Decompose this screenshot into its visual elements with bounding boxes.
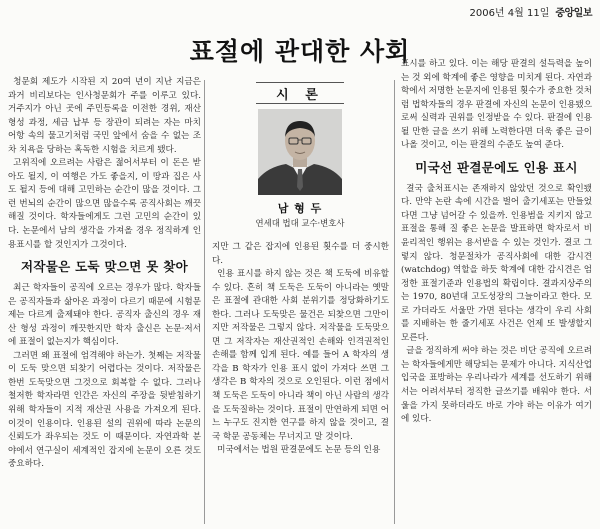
author-name: 남 형 두 (277, 202, 323, 215)
newspaper-name: 중앙일보 (555, 8, 592, 19)
label-rule-bottom (256, 103, 344, 104)
paragraph: 글을 정직하게 써야 하는 것은 비단 공직에 오르려는 학자들에게만 해당되는 문제가 아니다. 지식산업 입국을 표방하는 우리나라가 세계를 선도하기 위해서는 어려서부터 정직한 글쓰기를 배워야 한다. 서울을 가지 못하더라도 바로 가야 하는 이유가 여기에 있다. (401, 346, 592, 425)
paragraph: 그러면 왜 표절에 엄격해야 하는가. 첫째는 저작물이 도둑 맞으면 되찾기 어렵다는 것이다. 저작물은 한번 도둑맞으면 그것으로 회복할 수 없다. 그러나 철저한 학자라면 인간은 자신의 주장을 뒷받침하기 위해 학자들이 지적 재산권 사용을 가져오게 된다. 이것이 인용이다. 인용된 설의 권위에 따라 논문의 신뢰도가 좌우되는 것도 이 때문이다. 자연과학 분야에서 연구실이 세계적인 잡지에 논문이 오른 것도 중요하다. (8, 350, 201, 470)
column-divider (394, 80, 395, 524)
paragraph: 지만 그 같은 잡지에 인용된 횟수를 더 중시한다. (212, 242, 389, 266)
sub-heading: 미국선 판결문에도 인용 표시 (415, 159, 578, 175)
label-rule-top (256, 82, 344, 83)
paragraph: 결국 출처표시는 존재하지 않았던 것으로 확인됐다. 만약 논란 속에 시간을 벌어 출기세포는 만들었다면 그냥 넘어갈 수 있을까. 인용범을 지키지 않고 표절을 통해 질 좋은 논문을 발표하면 학자로서 비윤리적인 행위는 용서받을 수 있는 것인가. 결코 그렇지 않다. 청문절차가 공직사회에 대한 감시견(watchdog) 역할을 하듯 학계에 대한 감시견은 엄정한 표절기준과 인용법의 확립이다. 결과지상주의는 1970, 80년대 고도성장의 그늘이라고 한다. 모로 가더라도 서울만 가면 된다는 생각이 우리 사회를 지배하는 한 줄기세포 사건은 언제 또 발생할지 모른다. (401, 183, 592, 343)
dateline (469, 4, 592, 19)
publication-date: 2006년 4월 11일 (469, 8, 550, 19)
article-headline: 표절에 관대한 사회 (189, 37, 411, 66)
paragraph: 청문회 제도가 시작된 지 20여 년이 지난 지금은 과거 비리보다는 인사청문회가 주를 이루고 있다. 거주지가 아닌 곳에 주민등록을 이전한 경위, 재산 형성 과정, 세금 납부 등 장관이 되려는 자는 마치 어항 속의 물고기처럼 국민 앞에서 숨을 수 없는 조차 치욕을 당하는 혹독한 시험을 치르게 됐다. (8, 77, 201, 155)
article-column-1 (8, 76, 201, 526)
article-column-2 (212, 241, 389, 526)
author-title: 연세대 법대 교수·변호사 (255, 218, 345, 228)
author-photo (258, 109, 342, 195)
article-column-3 (401, 58, 592, 526)
paragraph: 표시를 하고 있다. 이는 해당 판결의 설득력을 높이는 것 외에 학계에 좋은 영향을 미치게 된다. 자연과학에서 저명한 논문지에 인용된 횟수가 중요한 것처럼 법학자들의 경우 판결에 자신의 논문이 인용됐으로써 실력과 권위를 인정받을 수 있다. 판결에 인용될 만한 글을 쓰기 위해 노력한다면 더욱 좋은 글이 나올 것이고, 이는 판결의 수준도 높여 준다. (401, 59, 592, 151)
sub-heading: 저작물은 도둑 맞으면 못 찾아 (20, 259, 189, 275)
paragraph: 인용 표시를 하지 않는 것은 책 도둑에 비유할 수 있다. 흔히 책 도둑은 도둑이 아니라는 옛말은 표절에 관대한 사회 분위기를 정당화하기도 한다. 그러나 도둑맞은 물건은 되찾으면 그만이지만 저작물은 그렇지 않다. 저작물을 도둑맞으면 그 저작자는 재산권적인 손해와 인격권적인 손해를 함께 입게 된다. 예를 들어 A 학자의 생각을 B 학자가 인용 표시 없이 가져다 쓰면 그 생각은 B 학자의 것으로 오인된다. 이런 점에서 책 도둑은 도둑이 아니라 책이 아닌 사람의 생각을 도둑질하는 것이다. 표절이 만연하게 되면 어느 누구도 진지한 연구를 하지 않을 것이고, 결국 학문 공동체는 무너지고 말 것이다. (212, 269, 389, 442)
column-divider (204, 80, 205, 524)
paragraph: 고위직에 오르려는 사람은 젊어서부터 이 돈은 받아도 될지, 이 여행은 가도 좋을지, 이 땅과 집은 사도 될지 등에 대해 고민하는 순간이 많을 것이다. 그런 번뇌의 순간이 많으면 많을수록 공직사회는 깨끗해질 것이다. 학자들에게도 그런 고민의 순간이 있다. 논문에서 남의 생각을 가져올 경우 정직하게 인용표시를 할 것인지가 그것이다. (8, 158, 201, 250)
paragraph: 미국에서는 법원 판결문에도 논문 등의 인용 (217, 445, 381, 456)
column-label: 시 론 (276, 88, 324, 103)
portrait-icon (258, 109, 342, 195)
paragraph: 최근 학자들이 공직에 오르는 경우가 많다. 학자들은 공직자들과 삶아온 과정이 다르기 때문에 시험문제는 다르게 출제돼야 한다. 공직자 출신의 경우 재산 형성 과정이 깨끗한지만 학자 출신은 논문·저서에 표절이 없는지가 핵심이다. (8, 283, 201, 348)
